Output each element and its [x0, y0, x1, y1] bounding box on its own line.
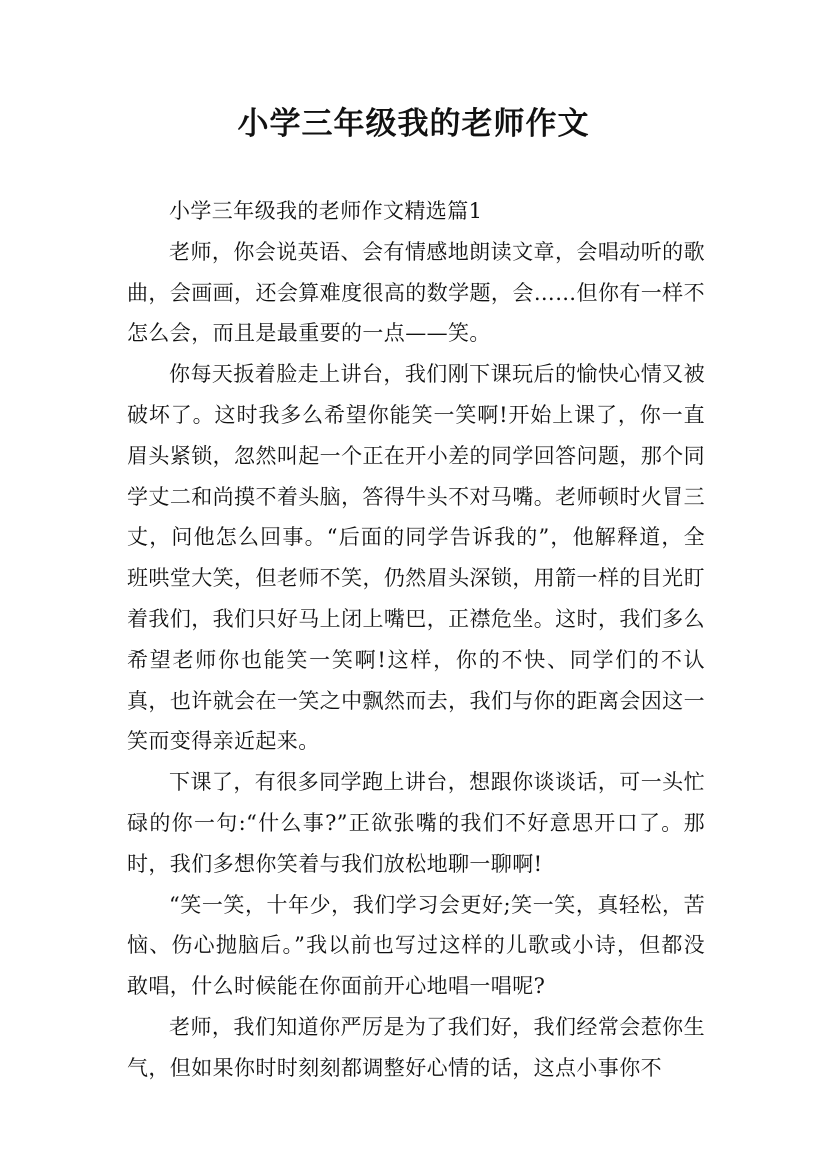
paragraph-2: 你每天扳着脸走上讲台，我们刚下课玩后的愉快心情又被破坏了。这时我多么希望你能笑一笑啊!开始上课了，你一直眉头紧锁，忽然叫起一个正在开小差的同学回答问题，那个同学丈二和尚摸不着头脑，答得牛头不对马嘴。老师顿时火冒三丈，问他怎么回事。“后面的同学告诉我的”，他解释道，全班哄堂大笑，但老师不笑，仍然眉头深锁，用箭一样的目光盯着我们，我们只好马上闭上嘴巴，正襟危坐。这时，我们多么希望老师你也能笑一笑啊!这样，你的不快、同学们的不认真，也许就会在一笑之中飘然而去，我们与你的距离会因这一笑而变得亲近起来。 [127, 362, 705, 754]
paragraph-5: 老师，我们知道你严厉是为了我们好，我们经常会惹你生气，但如果你时时刻刻都调整好心情的话，这点小事你不 [127, 1014, 705, 1080]
paragraph-3: 下课了，有很多同学跑上讲台，想跟你谈谈话，可一头忙碌的你一句:“什么事?”正欲张嘴的我们不好意思开口了。那时，我们多想你笑着与我们放松地聊一聊啊! [127, 770, 705, 876]
document-title: 小学三年级我的老师作文 [237, 106, 590, 142]
paragraph-4: “笑一笑，十年少，我们学习会更好;笑一笑，真轻松，苦恼、伤心抛脑后。”我以前也写过这样的儿歌或小诗，但都没敢唱，什么时候能在你面前开心地唱一唱呢? [127, 892, 705, 999]
document-body [127, 191, 705, 1089]
section-heading: 小学三年级我的老师作文精选篇1 [169, 199, 483, 223]
paragraph-1: 老师，你会说英语、会有情感地朗读文章，会唱动听的歌曲，会画画，还会算难度很高的数学题，会……但你有一样不怎么会，而且是最重要的一点——笑。 [127, 239, 705, 346]
